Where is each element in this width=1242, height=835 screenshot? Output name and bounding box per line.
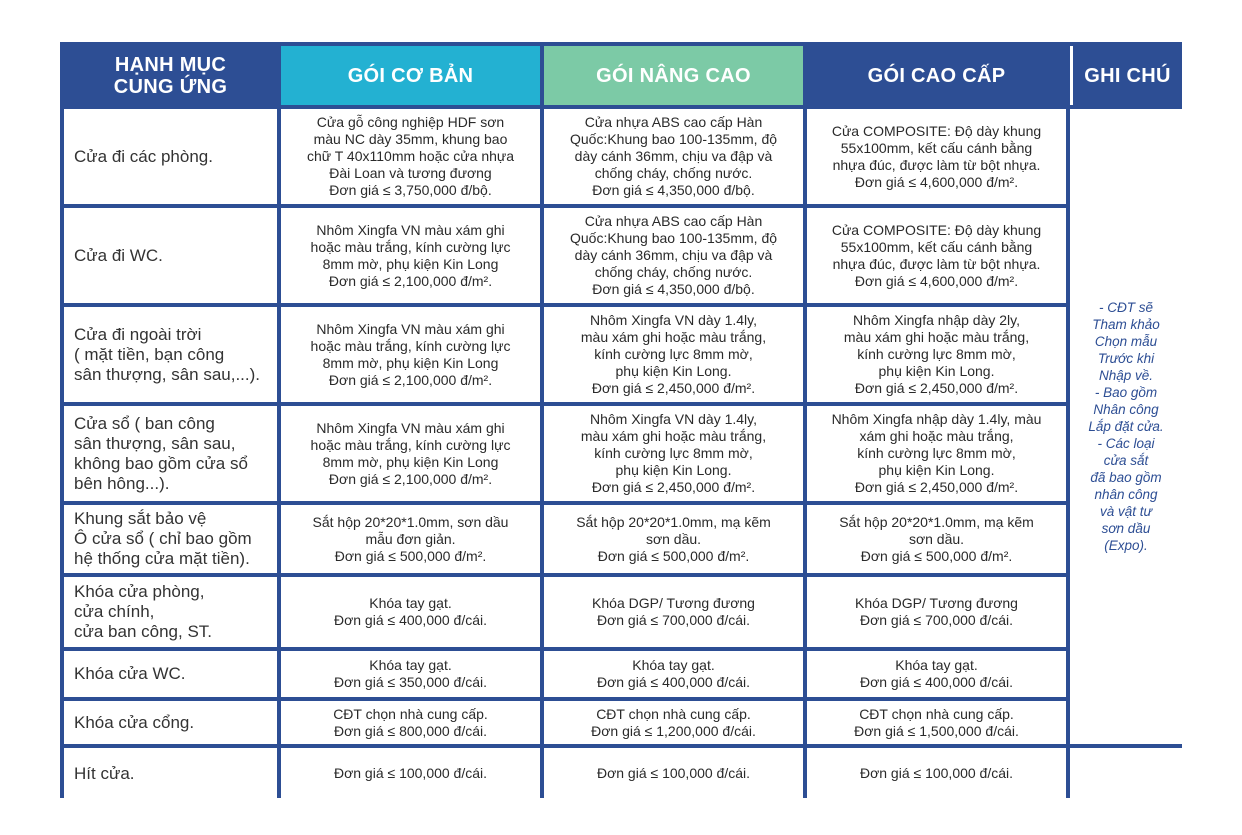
- cell-premium: Khóa DGP/ Tương đương Đơn giá ≤ 700,000 đ/cái.: [807, 577, 1066, 647]
- note-cell: - CĐT sẽ Tham khảo Chọn mẫu Trước khi Nhập về. - Bao gồm Nhân công Lắp đặt cửa. - Các loại cửa sắt đã bao gồm nhân công và vật tư sơn dầu (Expo).: [1070, 109, 1182, 744]
- cell-premium: Đơn giá ≤ 100,000 đ/cái.: [807, 748, 1066, 799]
- cell-advanced: CĐT chọn nhà cung cấp. Đơn giá ≤ 1,200,000 đ/cái.: [544, 701, 803, 744]
- row-item: Cửa đi các phòng.: [64, 109, 277, 204]
- cell-basic: Nhôm Xingfa VN màu xám ghi hoặc màu trắng, kính cường lực 8mm mờ, phụ kiện Kin Long Đơn giá ≤ 2,100,000 đ/m².: [281, 406, 540, 501]
- price-table: [60, 42, 1186, 803]
- cell-basic: Nhôm Xingfa VN màu xám ghi hoặc màu trắng, kính cường lực 8mm mờ, phụ kiện Kin Long Đơn giá ≤ 2,100,000 đ/m².: [281, 208, 540, 303]
- table-row: [64, 748, 1182, 799]
- table-row: [64, 505, 1182, 573]
- header-note: GHI CHÚ: [1070, 46, 1182, 105]
- cell-advanced: Cửa nhựa ABS cao cấp Hàn Quốc:Khung bao 100-135mm, độ dày cánh 36mm, chịu va đập và chống cháy, chống nước. Đơn giá ≤ 4,350,000 đ/bộ.: [544, 208, 803, 303]
- header-row: [64, 46, 1182, 105]
- table-row: [64, 651, 1182, 697]
- row-item: Cửa đi ngoài trời ( mặt tiền, bạn công sân thượng, sân sau,...).: [64, 307, 277, 402]
- table-row: [64, 406, 1182, 501]
- cell-premium: Khóa tay gạt. Đơn giá ≤ 400,000 đ/cái.: [807, 651, 1066, 697]
- cell-premium: Sắt hộp 20*20*1.0mm, mạ kẽm sơn dầu. Đơn giá ≤ 500,000 đ/m².: [807, 505, 1066, 573]
- table-row: [64, 577, 1182, 647]
- cell-advanced: Khóa tay gạt. Đơn giá ≤ 400,000 đ/cái.: [544, 651, 803, 697]
- cell-basic: Cửa gỗ công nghiệp HDF sơn màu NC dày 35mm, khung bao chữ T 40x110mm hoặc cửa nhựa Đài Loan và tương đương Đơn giá ≤ 3,750,000 đ/bộ.: [281, 109, 540, 204]
- cell-premium: Nhôm Xingfa nhập dày 2ly, màu xám ghi hoặc màu trắng, kính cường lực 8mm mờ, phụ kiện Kin Long. Đơn giá ≤ 2,450,000 đ/m².: [807, 307, 1066, 402]
- note-cell-empty: [1070, 748, 1182, 799]
- table-row: [64, 208, 1182, 303]
- row-item: Khóa cửa WC.: [64, 651, 277, 697]
- cell-premium: Cửa COMPOSITE: Độ dày khung 55x100mm, kết cấu cánh bằng nhựa đúc, được làm từ bột nhựa. Đơn giá ≤ 4,600,000 đ/m².: [807, 109, 1066, 204]
- cell-advanced: Khóa DGP/ Tương đương Đơn giá ≤ 700,000 đ/cái.: [544, 577, 803, 647]
- price-table-frame: [60, 42, 1182, 798]
- cell-basic: CĐT chọn nhà cung cấp. Đơn giá ≤ 800,000 đ/cái.: [281, 701, 540, 744]
- row-item: Khóa cửa phòng, cửa chính, cửa ban công, ST.: [64, 577, 277, 647]
- row-item: Cửa đi WC.: [64, 208, 277, 303]
- cell-advanced: Sắt hộp 20*20*1.0mm, mạ kẽm sơn dầu. Đơn giá ≤ 500,000 đ/m².: [544, 505, 803, 573]
- cell-advanced: Nhôm Xingfa VN dày 1.4ly, màu xám ghi hoặc màu trắng, kính cường lực 8mm mờ, phụ kiện Kin Long. Đơn giá ≤ 2,450,000 đ/m².: [544, 307, 803, 402]
- header-premium-package: GÓI CAO CẤP: [807, 46, 1066, 105]
- table-row: [64, 701, 1182, 744]
- row-item: Khóa cửa cổng.: [64, 701, 277, 744]
- row-item: Khung sắt bảo vệ Ô cửa sổ ( chỉ bao gồm hệ thống cửa mặt tiền).: [64, 505, 277, 573]
- header-advanced-package: GÓI NÂNG CAO: [544, 46, 803, 105]
- row-item: Cửa sổ ( ban công sân thượng, sân sau, không bao gồm cửa sổ bên hông...).: [64, 406, 277, 501]
- cell-advanced: Nhôm Xingfa VN dày 1.4ly, màu xám ghi hoặc màu trắng, kính cường lực 8mm mờ, phụ kiện Kin Long. Đơn giá ≤ 2,450,000 đ/m².: [544, 406, 803, 501]
- cell-basic: Sắt hộp 20*20*1.0mm, sơn dầu mẫu đơn giản. Đơn giá ≤ 500,000 đ/m².: [281, 505, 540, 573]
- row-item: Hít cửa.: [64, 748, 277, 799]
- cell-advanced: Đơn giá ≤ 100,000 đ/cái.: [544, 748, 803, 799]
- cell-basic: Đơn giá ≤ 100,000 đ/cái.: [281, 748, 540, 799]
- cell-premium: CĐT chọn nhà cung cấp. Đơn giá ≤ 1,500,000 đ/cái.: [807, 701, 1066, 744]
- cell-advanced: Cửa nhựa ABS cao cấp Hàn Quốc:Khung bao 100-135mm, độ dày cánh 36mm, chịu va đập và chống cháy, chống nước. Đơn giá ≤ 4,350,000 đ/bộ.: [544, 109, 803, 204]
- cell-basic: Khóa tay gạt. Đơn giá ≤ 400,000 đ/cái.: [281, 577, 540, 647]
- cell-basic: Nhôm Xingfa VN màu xám ghi hoặc màu trắng, kính cường lực 8mm mờ, phụ kiện Kin Long Đơn giá ≤ 2,100,000 đ/m².: [281, 307, 540, 402]
- table-row: [64, 109, 1182, 204]
- cell-premium: Nhôm Xingfa nhập dày 1.4ly, màu xám ghi hoặc màu trắng, kính cường lực 8mm mờ, phụ kiện Kin Long. Đơn giá ≤ 2,450,000 đ/m².: [807, 406, 1066, 501]
- cell-premium: Cửa COMPOSITE: Độ dày khung 55x100mm, kết cấu cánh bằng nhựa đúc, được làm từ bột nhựa. Đơn giá ≤ 4,600,000 đ/m².: [807, 208, 1066, 303]
- cell-basic: Khóa tay gạt. Đơn giá ≤ 350,000 đ/cái.: [281, 651, 540, 697]
- header-item: HẠNH MỤC CUNG ỨNG: [64, 46, 277, 105]
- header-basic-package: GÓI CƠ BẢN: [281, 46, 540, 105]
- table-row: [64, 307, 1182, 402]
